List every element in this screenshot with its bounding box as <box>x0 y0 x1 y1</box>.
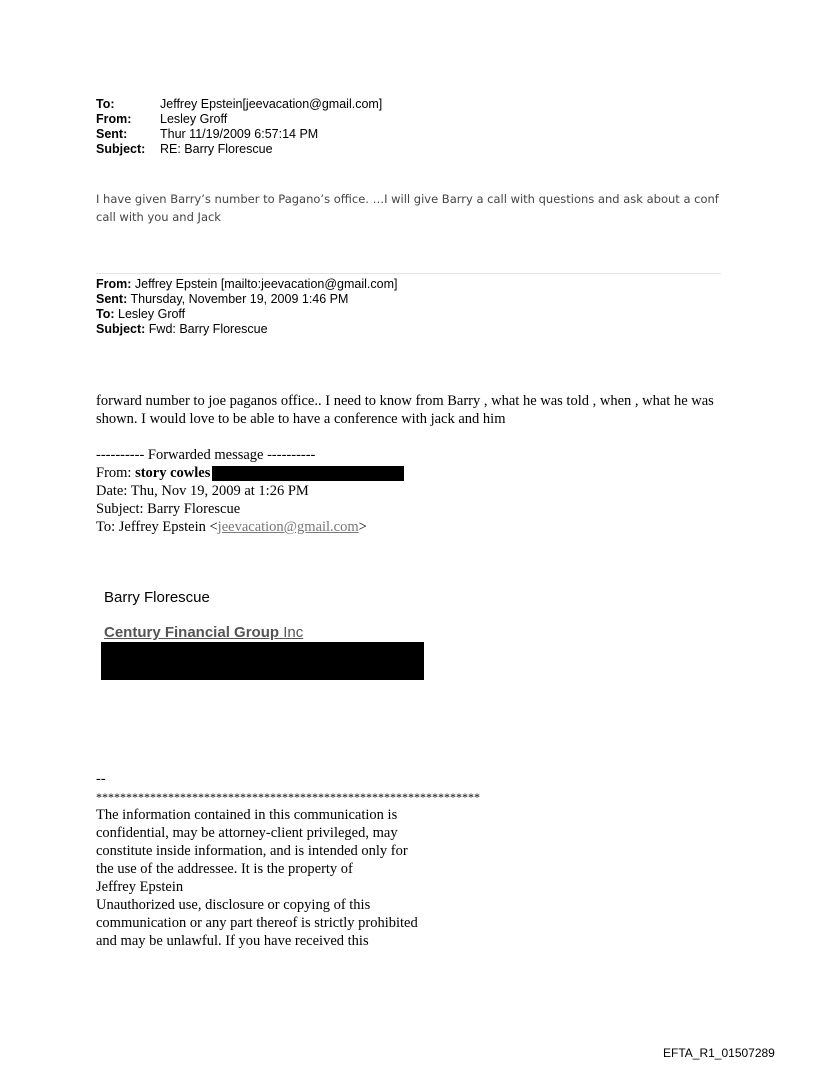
header-to: To: Jeffrey Epstein[jeevacation@gmail.com] <box>96 97 383 111</box>
signature-name: Barry Florescue <box>104 589 210 606</box>
quoted-sent: Sent: Thursday, November 19, 2009 1:46 PM <box>96 292 349 306</box>
header-sent: Sent: Thur 11/19/2009 6:57:14 PM <box>96 127 319 141</box>
footer-line: The information contained in this communication is <box>96 807 398 823</box>
redaction-bar <box>212 466 404 481</box>
redaction-block <box>101 642 424 680</box>
email-header <box>96 97 382 157</box>
forwarded-to: To: Jeffrey Epstein <jeevacation@gmail.com> <box>96 519 367 535</box>
quoted-subject: Subject: Fwd: Barry Florescue <box>96 322 268 336</box>
footer-line: Jeffrey Epstein <box>96 879 184 895</box>
footer-dashes: -- <box>96 771 106 787</box>
header-from: From: Lesley Groff <box>96 112 228 126</box>
footer-line: communication or any part thereof is strictly prohibited <box>96 915 418 931</box>
footer-stars: **************************************************************** <box>96 790 480 804</box>
footer-line: the use of the addressee. It is the property of <box>96 861 353 877</box>
forwarded-subject: Subject: Barry Florescue <box>96 501 241 517</box>
footer-line: constitute inside information, and is intended only for <box>96 843 408 859</box>
email-link[interactable]: jeevacation@gmail.com <box>217 519 359 535</box>
footer-line: Unauthorized use, disclosure or copying of this <box>96 897 371 913</box>
header-subject: Subject: RE: Barry Florescue <box>96 142 273 156</box>
forwarded-from: From: story cowles <box>96 464 736 482</box>
confidentiality-footer <box>96 770 656 950</box>
quoted-header <box>96 277 397 337</box>
message-body: forward number to joe paganos office.. I need to know from Barry , what he was told , when , what he was shown. I would love to be able to have a conference with jack and him <box>96 393 714 427</box>
quoted-from: From: Jeffrey Epstein [mailto:jeevacation@gmail.com] <box>96 277 398 291</box>
footer-line: confidential, may be attorney-client privileged, may <box>96 825 398 841</box>
quoted-to: To: Lesley Groff <box>96 307 186 321</box>
footer-line: and may be unlawful. If you have received this <box>96 933 369 949</box>
signature-company: Century Financial Group Inc <box>104 624 304 641</box>
forwarded-separator: ---------- Forwarded message ---------- <box>96 447 316 463</box>
reply-body: I have given Barry’s number to Pagano’s office. …I will give Barry a call with questions and ask about a conf call with you and Jack <box>96 192 719 224</box>
sender-name: story cowles <box>135 465 211 481</box>
document-id: EFTA_R1_01507289 <box>663 1046 775 1060</box>
forwarded-date: Date: Thu, Nov 19, 2009 at 1:26 PM <box>96 483 309 499</box>
forwarded-message <box>96 446 736 536</box>
divider <box>96 273 721 274</box>
